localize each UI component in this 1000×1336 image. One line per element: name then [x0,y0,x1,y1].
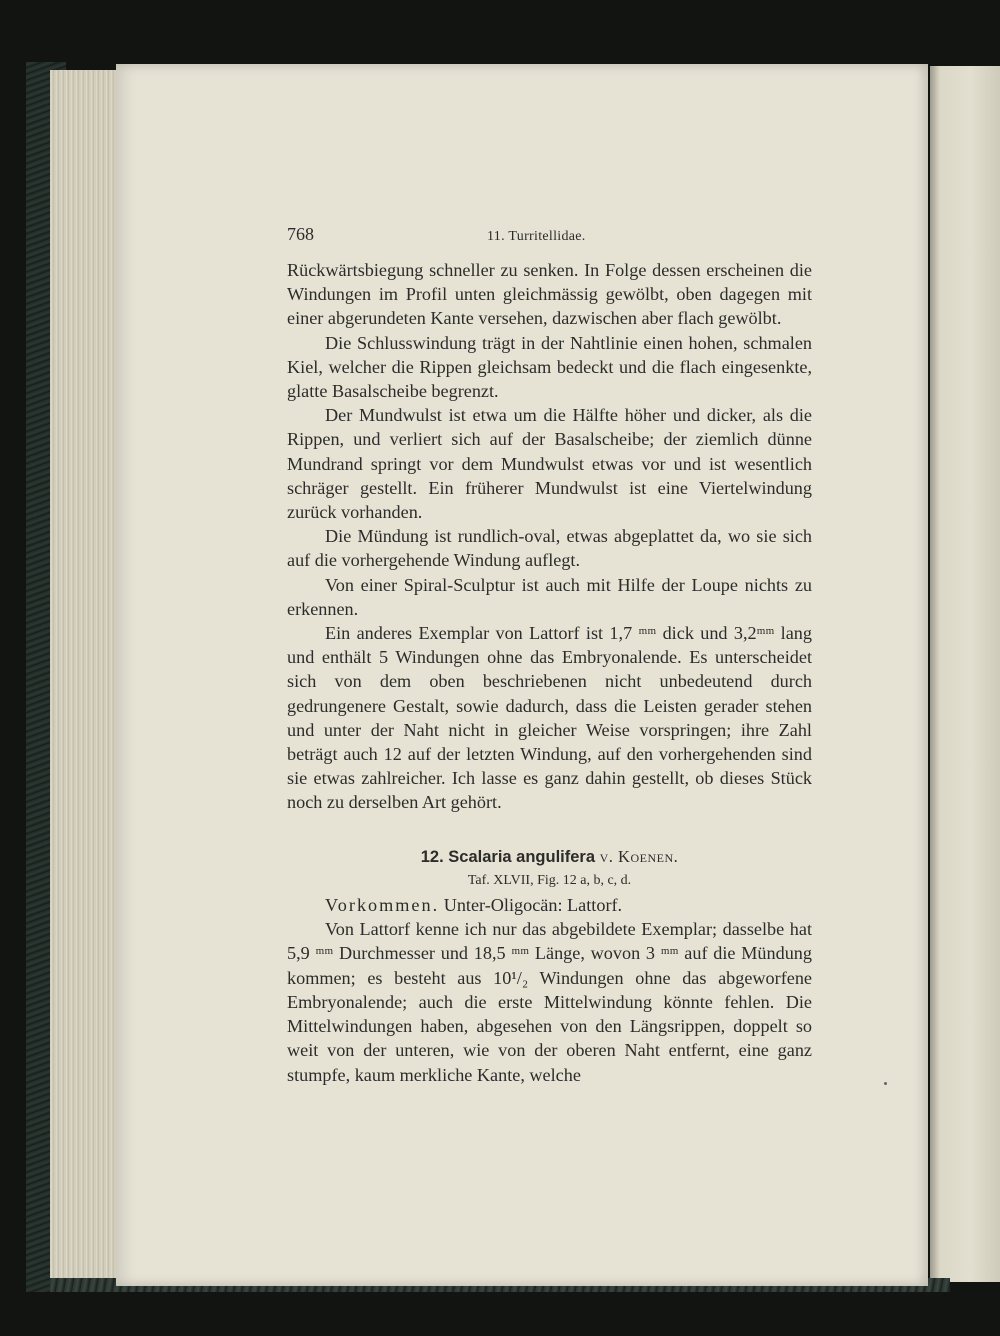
paper-speck [884,1082,887,1085]
section-number: 12. [420,847,444,866]
page-text [287,222,812,1087]
paragraph: Von Lattorf kenne ich nur das abgebildete Exemplar; dasselbe hat 5,9 ᵐᵐ Durchmesser und 18,5 ᵐᵐ Länge, wovon 3 ᵐᵐ auf die Mündung kommen; es besteht aus 10¹/₂ Windungen ohne das abgeworfene Embryonalende; auch die erste Mittelwindung könnte fehlen. Die Mittelwindungen haben, abgesehen von den Längsrippen, doppelt so weit von der unteren, wie von der oberen Naht entfernt, eine ganz stumpfe, kaum merkliche Kante, welche [287,919,812,1085]
page-number: 768 [287,224,314,244]
occurrence-line [287,893,812,917]
facing-page-edge [930,66,1000,1282]
page-header [287,222,812,252]
running-head: 11. Turritellidae. [487,229,586,244]
paragraph: Ein anderes Exemplar von Lattorf ist 1,7 ᵐᵐ dick und 3,2ᵐᵐ lang und enthält 5 Windungen ohne das Embryonalende. Es unterscheidet sich von dem oben beschriebenen nicht unbedeutend durch gedrungenere Gestalt, sowie dadurch, dass die Leisten gerader stehen und unter der Naht nicht in gleicher Weise vorspringen; ihre Zahl beträgt auch 12 auf der letzten Windung, auf den vorhergehenden sind sie etwas zahlreicher. Ich lasse es ganz dahin gestellt, ob dieses Stück noch zu derselben Art gehört. [287,623,812,813]
paragraph: Die Schlusswindung trägt in der Nahtlinie einen hohen, schmalen Kiel, welcher die Rippen gleichsam bedeckt und die flach eingesenkte, glatte Basalscheibe begrenzt. [287,332,812,402]
paragraph: Die Mündung ist rundlich-oval, etwas abgeplattet da, wo sie sich auf die vorhergehende Windung auflegt. [287,526,812,571]
occurrence-label: Vorkommen. [325,895,440,916]
paragraph: Von einer Spiral-Sculptur ist auch mit Hilfe der Loupe nichts zu erkennen. [287,574,812,619]
paragraph: Rückwärtsbiegung schneller zu senken. In Folge dessen erscheinen die Windungen im Profil unten gleichmässig gewölbt, oben dagegen mit einer abgerundeten Kante versehen, dazwischen aber flach gewölbt. [287,260,812,329]
plate-reference: Taf. XLVII, Fig. 12 a, b, c, d. [467,872,632,888]
page-edges [50,70,122,1280]
section-heading [287,845,812,869]
paragraph: Der Mundwulst ist etwa um die Hälfte höher und dicker, als die Rippen, und verliert sich auf der Basalscheibe; der ziemlich dünne Mundrand springt vor dem Mundwulst etwas vor und ist wesentlich schräger gestellt. Ein früherer Mundwulst ist eine Viertelwindung zurück vorhanden. [287,405,812,523]
species-name: Scalaria angulifera [448,847,596,866]
species-author: v. Koenen. [599,846,679,866]
occurrence-value: Unter-Oligocän: Lattorf. [443,895,623,916]
